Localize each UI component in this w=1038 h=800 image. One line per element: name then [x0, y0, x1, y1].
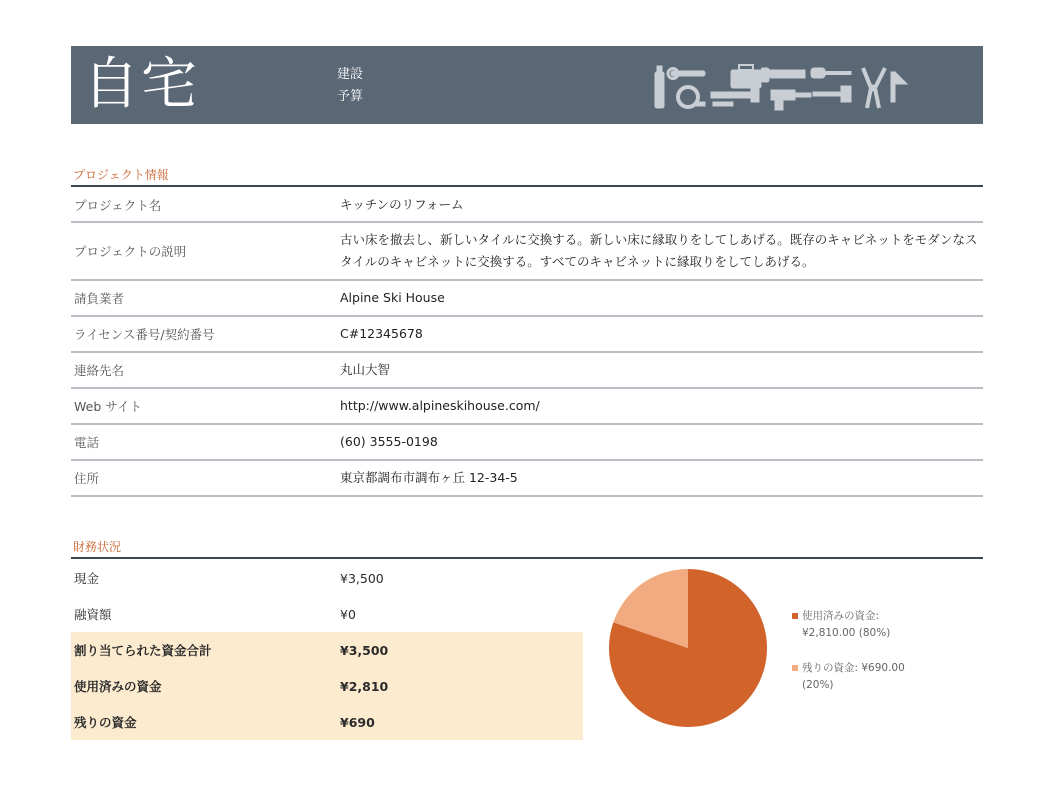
row-label: Web サイト: [74, 399, 142, 414]
row-value: ¥0: [340, 606, 356, 622]
info-row-website: [71, 389, 983, 425]
row-value: Alpine Ski House: [340, 290, 445, 305]
row-label: 割り当てられた資金合計: [74, 643, 212, 658]
row-value: (60) 3555-0198: [340, 434, 438, 449]
row-value: 古い床を撤去し、新しいタイルに交換する。新しい床に縁取りをしてしあげる。既存のキャビネットをモダンなスタイルのキャビネットに交換する。すべてのキャビネットに縁取りをしてしあげる。: [340, 232, 978, 269]
row-value: ¥3,500: [340, 570, 384, 586]
row-label: ライセンス番号/契約番号: [74, 327, 215, 342]
financial-table: [71, 560, 583, 740]
fin-row-total-allocated: [71, 632, 583, 668]
row-value: キッチンのリフォーム: [340, 196, 464, 212]
info-row-project-name: [71, 188, 983, 223]
header-banner: [71, 46, 983, 124]
project-info-table: [71, 188, 983, 497]
row-value: 東京都調布市調布ヶ丘 12-34-5: [340, 470, 518, 485]
website-link[interactable]: http://www.alpineskihouse.com/: [340, 398, 540, 413]
legend-swatch-used: [792, 613, 798, 619]
row-label: 連絡先名: [74, 363, 125, 378]
pie-legend: [792, 608, 905, 712]
legend-swatch-remaining: [792, 665, 798, 671]
row-value: C#12345678: [340, 326, 423, 341]
row-label: 電話: [74, 435, 100, 450]
info-row-license: [71, 317, 983, 353]
subtitle-line-1: 建設: [337, 67, 364, 82]
row-label: 現金: [74, 571, 100, 586]
funds-pie-chart: [606, 566, 770, 730]
info-row-contractor: [71, 281, 983, 317]
fin-row-remaining: [71, 704, 583, 740]
financial-divider: [71, 557, 983, 559]
row-value: ¥3,500: [340, 642, 389, 658]
legend-item-used: [792, 608, 905, 642]
row-label: 使用済みの資金: [74, 679, 162, 694]
fin-row-loan: [71, 596, 583, 632]
legend-remaining-line1: 残りの資金: ¥690.00: [802, 662, 905, 674]
tools-illustration-icon: [653, 62, 913, 112]
row-label: プロジェクト名: [74, 197, 162, 213]
fin-row-used: [71, 668, 583, 704]
project-info-heading: プロジェクト情報: [73, 168, 169, 182]
legend-remaining-line2: (20%): [802, 679, 834, 691]
info-row-phone: [71, 425, 983, 461]
page-subtitle: [337, 64, 363, 108]
row-label: 請負業者: [74, 291, 125, 306]
row-label: 残りの資金: [74, 715, 137, 730]
row-value: ¥2,810: [340, 678, 389, 694]
legend-used-line2: ¥2,810.00 (80%): [802, 627, 891, 639]
project-info-divider: [71, 185, 983, 187]
financial-heading: 財務状況: [73, 540, 122, 554]
legend-used-line1: 使用済みの資金:: [802, 610, 880, 622]
row-label: プロジェクトの説明: [74, 244, 187, 259]
info-row-description: [71, 223, 983, 281]
row-label: 融資額: [74, 607, 112, 622]
row-label: 住所: [74, 471, 100, 486]
info-row-address: [71, 461, 983, 497]
legend-item-remaining: [792, 660, 905, 694]
row-value: 丸山大智: [340, 362, 391, 377]
info-row-contact: [71, 353, 983, 389]
row-value: ¥690: [340, 714, 375, 730]
subtitle-line-2: 予算: [337, 89, 364, 104]
fin-row-cash: [71, 560, 583, 596]
page-title: 自宅: [83, 52, 199, 117]
